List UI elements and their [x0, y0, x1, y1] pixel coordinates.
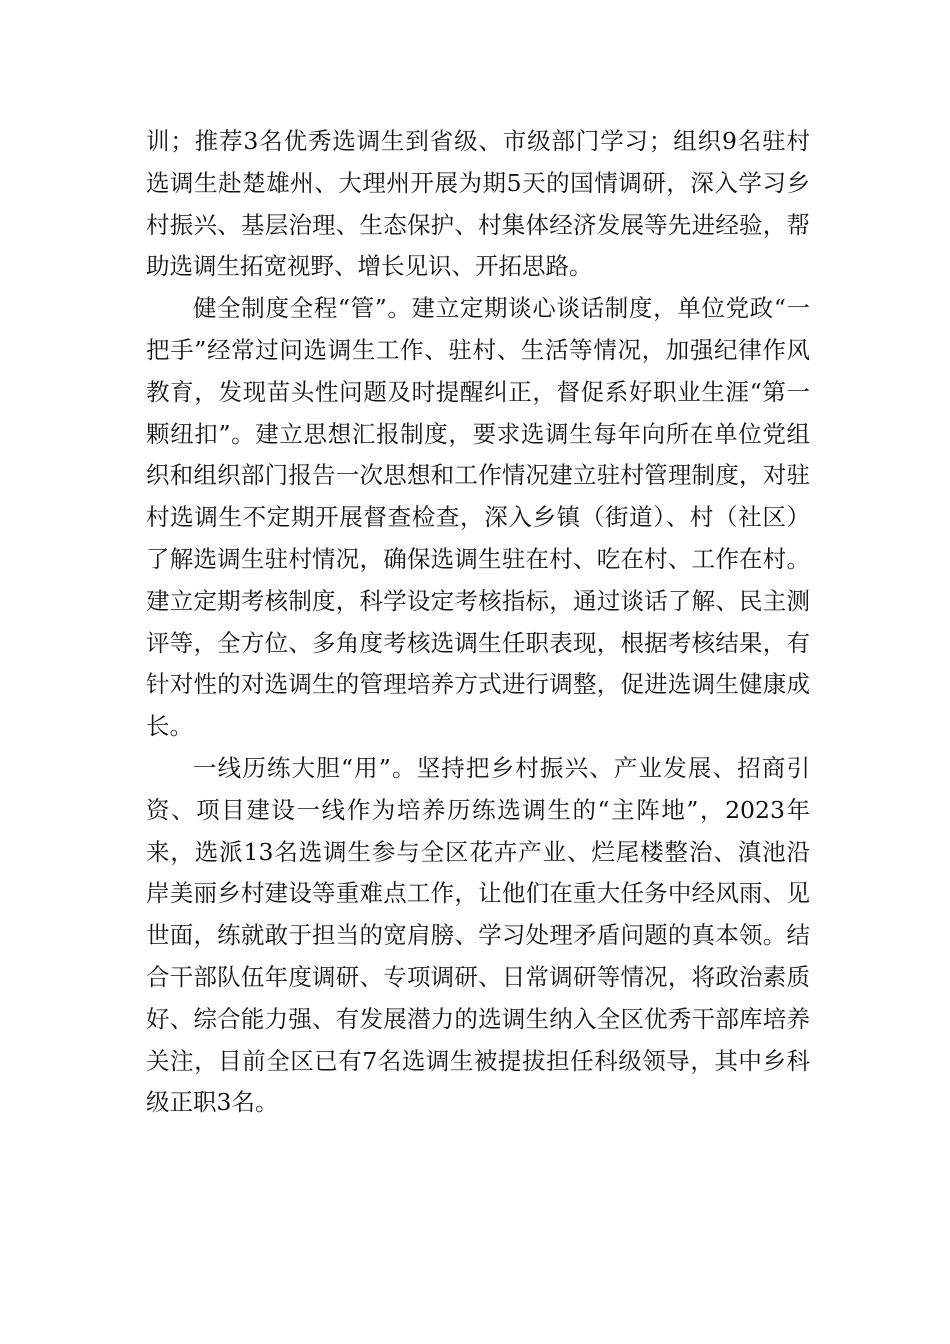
paragraph-continued: 训；推荐3名优秀选调生到省级、市级部门学习；组织9名驻村选调生赴楚雄州、大理州开展为期5天的国情调研，深入学习乡村振兴、基层治理、生态保护、村集体经济发展等先进经验，帮助选调生拓宽视野、增长见识、开拓思路。 — [146, 127, 810, 281]
paragraph-frontline-training: 一线历练大胆“用”。坚持把乡村振兴、产业发展、招商引资、项目建设一线作为培养历练选调生的“主阵地”，2023年来，选派13名选调生参与全区花卉产业、烂尾楼整治、滇池沿岸美丽乡村建设等重难点工作，让他们在重大任务中经风雨、见世面，练就敢于担当的宽肩膀、学习处理矛盾问题的真本领。结合干部队伍年度调研、专项调研、日常调研等情况，将政治素质好、综合能力强、有发展潜力的选调生纳入全区优秀干部库培养关注，目前全区已有7名选调生被提拔担任科级领导，其中乡科级正职3名。 — [146, 753, 810, 1117]
document-body — [146, 121, 810, 1124]
paragraph-system-management: 健全制度全程“管”。建立定期谈心谈话制度，单位党政“一把手”经常过问选调生工作、驻村、生活等情况，加强纪律作风教育，发现苗头性问题及时提醒纠正，督促系好职业生涯“第一颗纽扣”。建立思想汇报制度，要求选调生每年向所在单位党组织和组织部门报告一次思想和工作情况建立驻村管理制度，对驻村选调生不定期开展督查检查，深入乡镇（街道）、村（社区）了解选调生驻村情况，确保选调生驻在村、吃在村、工作在村。建立定期考核制度，科学设定考核指标，通过谈话了解、民主测评等，全方位、多角度考核选调生任职表现，根据考核结果，有针对性的对选调生的管理培养方式进行调整，促进选调生健康成长。 — [146, 294, 810, 741]
